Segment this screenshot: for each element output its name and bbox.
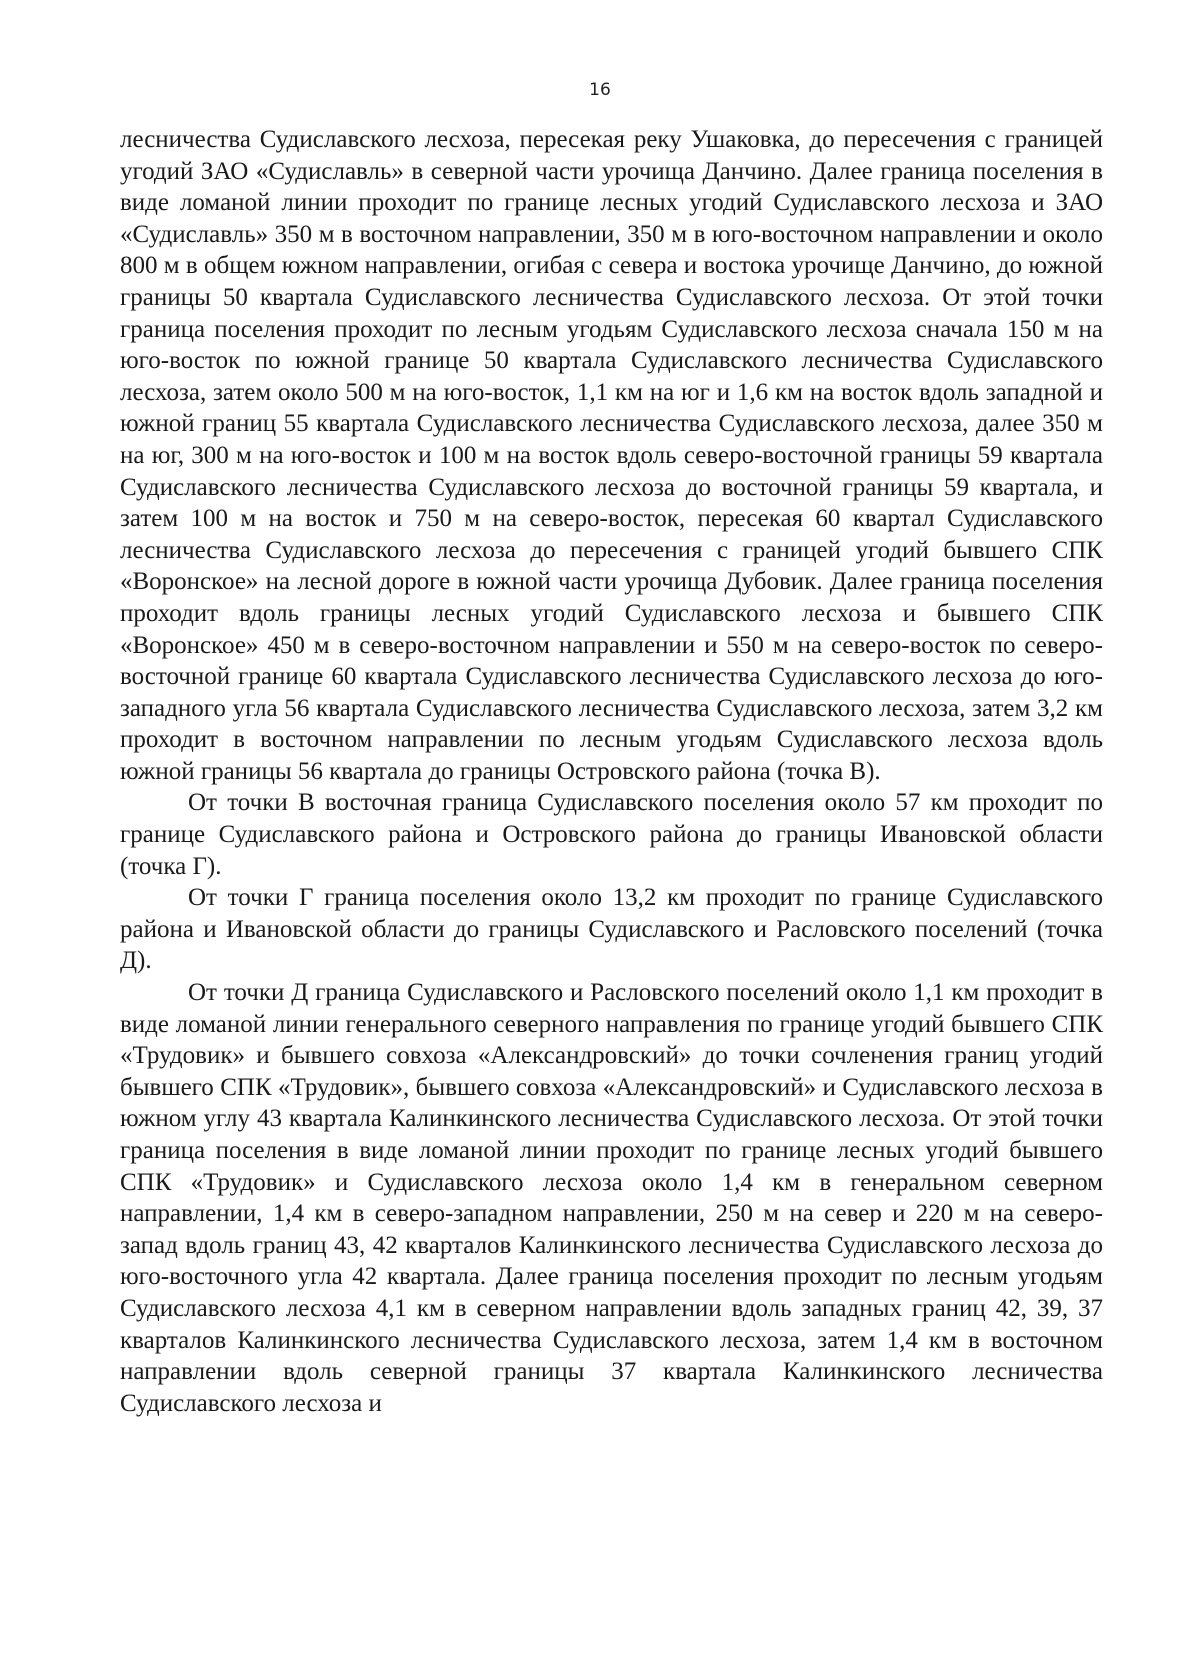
paragraph: От точки Г граница поселения около 13,2 км проходит по границе Судиславского района и Ивановской области до границы Судиславского и Расловского поселений (точка Д). bbox=[120, 884, 1103, 975]
paragraph: лесничества Судиславского лесхоза, пересекая реку Ушаковка, до пересечения с границей угодий ЗАО «Судиславль» в северной части урочища Данчино. Далее граница поселения в виде ломаной линии проходит по границе лесных угодий Судиславского лесхоза и ЗАО «Судиславль» 350 м в восточном направлении, 350 м в юго-восточном направлении и около 800 м в общем южном направлении, огибая с севера и востока урочище Данчино, до южной границы 50 квартала Судиславского лесничества Судиславского лесхоза. От этой точки граница поселения проходит по лесным угодьям Судиславского лесхоза сначала 150 м на юго-восток по южной границе 50 квартала Судиславского лесничества Судиславского лесхоза, затем около 500 м на юго-восток, 1,1 км на юг и 1,6 км на восток вдоль западной и южной границ 55 квартала Судиславского лесничества Судиславского лесхоза, далее 350 м на юг, 300 м на юго-восток и 100 м на восток вдоль северо-восточной границы 59 квартала Судиславского лесничества Судиславского лесхоза до восточной границы 59 квартала, и затем 100 м на восток и 750 м на северо-восток, пересекая 60 квартал Судиславского лесничества Судиславского лесхоза до пересечения с границей угодий бывшего СПК «Воронское» на лесной дороге в южной части урочища Дубовик. Далее граница поселения проходит вдоль границы лесных угодий Судиславского лесхоза и бывшего СПК «Воронское» 450 м в северо-восточном направлении и 550 м на северо-восток по северо-восточной границе 60 квартала Судиславского лесничества Судиславского лесхоза до юго-западного угла 56 квартала Судиславского лесничества Судиславского лесхоза, затем 3,2 км проходит в восточном направлении по лесным угодьям Судиславского лесхоза вдоль южной границы 56 квартала до границы Островского района (точка В). bbox=[120, 126, 1103, 785]
paragraph: От точки Д граница Судиславского и Расловского поселений около 1,1 км проходит в виде ломаной линии генерального северного направления по границе угодий бывшего СПК «Трудовик» и бывшего совхоза «Александровский» до точки сочленения границ угодий бывшего СПК «Трудовик», бывшего совхоза «Александровский» и Судиславского лесхоза в южном углу 43 квартала Калинкинского лесничества Судиславского лесхоза. От этой точки граница поселения в виде ломаной линии проходит по границе лесных угодий бывшего СПК «Трудовик» и Судиславского лесхоза около 1,4 км в генеральном северном направлении, 1,4 км в северо-западном направлении, 250 м на север и 220 м на северо-запад вдоль границ 43, 42 кварталов Калинкинского лесничества Судиславского лесхоза до юго-восточного угла 42 квартала. Далее граница поселения проходит по лесным угодьям Судиславского лесхоза 4,1 км в северном направлении вдоль западных границ 42, 39, 37 кварталов Калинкинского лесничества Судиславского лесхоза, затем 1,4 км в восточном направлении вдоль северной границы 37 квартала Калинкинского лесничества Судиславского лесхоза и bbox=[120, 979, 1103, 1417]
paragraph: От точки В восточная граница Судиславского поселения около 57 км проходит по границе Судиславского района и Островского района до границы Ивановской области (точка Г). bbox=[120, 789, 1103, 880]
document-body bbox=[120, 124, 1103, 1419]
page-number: 16 bbox=[589, 80, 611, 100]
